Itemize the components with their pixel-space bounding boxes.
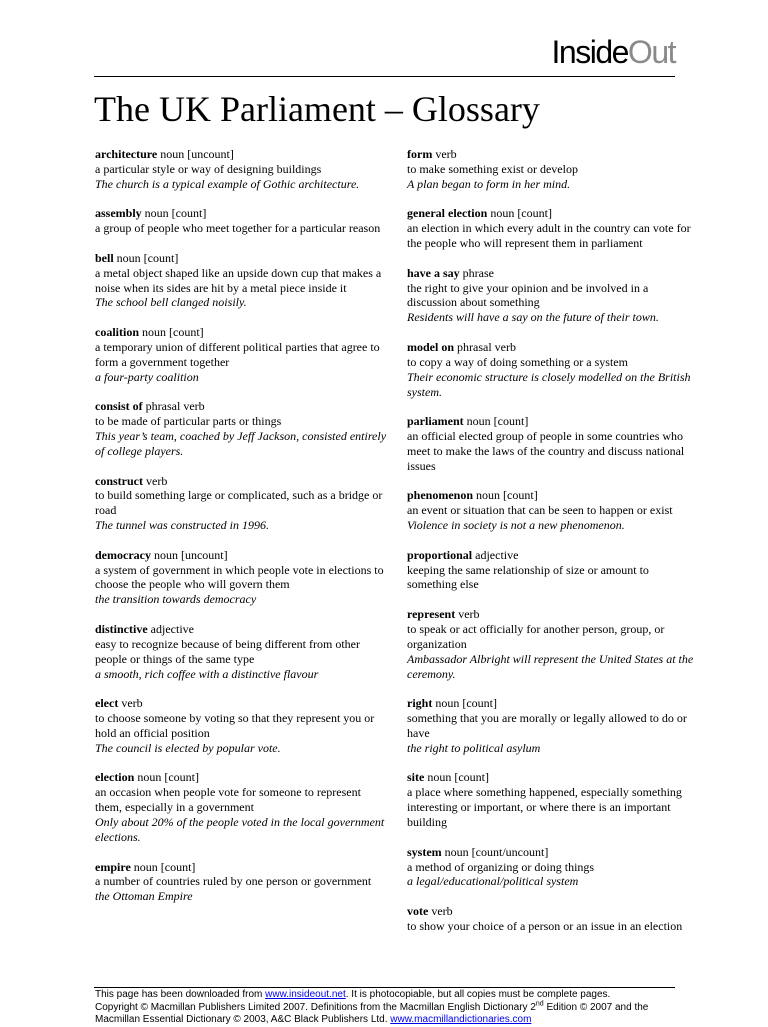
headword: vote (407, 904, 429, 919)
entry-heading (407, 488, 697, 503)
entry-heading (407, 770, 697, 785)
part-of-speech: noun [uncount] (160, 147, 234, 161)
definition: easy to recognize because of being different from other people or things of the same type (95, 636, 360, 666)
footer-superscript: nd (535, 1000, 544, 1008)
part-of-speech: phrase (462, 265, 494, 280)
footer-text: Copyright © Macmillan Publishers Limited 2007. Definitions from the Macmillan English Dictionary 2 (95, 1001, 536, 1013)
definition: to make something exist or develop (407, 161, 578, 176)
part-of-speech: noun [count] (116, 250, 179, 265)
part-of-speech: noun [count] (144, 206, 207, 221)
entry-heading (95, 622, 390, 637)
part-of-speech: verb (431, 904, 453, 919)
entry-heading (407, 340, 697, 355)
footer (95, 989, 685, 1027)
definition: to copy a way of doing something or a system (407, 354, 628, 369)
example-sentence: Violence in society is not a new phenomenon. (407, 518, 625, 533)
footer-line-3 (95, 1014, 685, 1027)
definition: to choose someone by voting so that they represent you or hold an official position (95, 711, 375, 740)
footer-text: This page has been downloaded from (95, 989, 266, 1000)
definition: a place where something happened, especially something interesting or important, or where there is an important building (407, 785, 682, 829)
entry-heading (95, 860, 390, 875)
headword: have a say (407, 265, 460, 280)
brand-logo-part2: Out (627, 34, 675, 70)
definition: the right to give your opinion and be involved in a discussion about something (407, 280, 649, 310)
example-sentence: Their economic structure is closely modelled on the British system. (407, 369, 691, 399)
footer-text: . It is photocopiable, but all copies must be complete pages. (345, 989, 611, 1000)
part-of-speech: verb (435, 147, 457, 161)
part-of-speech: adjective (150, 622, 194, 636)
macmillan-dictionaries-link[interactable]: www.macmillandictionaries.com (390, 1014, 532, 1025)
glossary-entry (95, 147, 390, 192)
footer-line-1 (95, 989, 685, 1002)
part-of-speech: verb (458, 607, 480, 622)
definition: a group of people who meet together for a particular reason (95, 221, 381, 236)
entry-heading (407, 904, 697, 919)
entry-heading (407, 607, 697, 622)
headword: consist of (95, 399, 143, 414)
entry-heading (95, 251, 390, 266)
glossary-entry (95, 251, 390, 310)
footer-line-2 (95, 1002, 685, 1015)
example-sentence: The church is a typical example of Gothic architecture. (95, 176, 360, 191)
example-sentence: Residents will have a say on the future of their town. (407, 310, 659, 325)
definition: a particular style or way of designing buildings (95, 161, 322, 176)
part-of-speech: noun [count/uncount] (444, 844, 549, 859)
glossary-entry (95, 206, 390, 236)
definition: a temporary union of different political parties that agree to form a government together (95, 339, 380, 369)
headword: represent (407, 607, 456, 622)
example-sentence: A plan began to form in her mind. (407, 176, 571, 191)
definition: an election in which every adult in the country can vote for the people who will represent them in parliament (407, 221, 691, 251)
glossary-entry (95, 548, 390, 607)
definition: a number of countries ruled by one person or government (95, 874, 372, 889)
glossary-entry (95, 860, 390, 905)
headword: general election (407, 206, 488, 221)
glossary-entry (407, 904, 697, 934)
example-sentence: a four-party coalition (95, 369, 199, 384)
part-of-speech: adjective (475, 547, 519, 562)
part-of-speech: noun [count] (133, 859, 196, 874)
glossary-entry (95, 622, 390, 681)
part-of-speech: verb (121, 696, 143, 711)
page-title: The UK Parliament – Glossary (94, 89, 540, 129)
example-sentence: Only about 20% of the people voted in the local government elections. (95, 814, 385, 844)
glossary-entry (407, 147, 697, 192)
example-sentence: a smooth, rich coffee with a distinctive flavour (95, 666, 319, 681)
glossary-entry (407, 414, 697, 473)
part-of-speech: phrasal verb (145, 399, 205, 414)
definition: an official elected group of people in some countries who meet to make the laws of the country and discuss national issues (407, 429, 685, 473)
glossary-entry (407, 845, 697, 890)
headword: construct (95, 473, 143, 488)
entry-heading (95, 399, 390, 414)
part-of-speech: noun [count] (142, 325, 204, 340)
headword: coalition (95, 325, 139, 340)
definition: to build something large or complicated, such as a bridge or road (95, 488, 383, 518)
glossary-entry (407, 607, 697, 681)
glossary-entry (407, 488, 697, 533)
headword: model on (407, 339, 455, 354)
entry-heading (95, 206, 390, 221)
header-divider (94, 76, 675, 77)
glossary-entry (95, 474, 390, 533)
definition: to speak or act officially for another person, group, or organization (407, 622, 665, 651)
entry-heading (95, 770, 390, 785)
headword: phenomenon (407, 488, 474, 503)
headword: assembly (95, 206, 142, 221)
headword: empire (95, 859, 131, 874)
example-sentence: The tunnel was constructed in 1996. (95, 518, 269, 533)
headword: election (95, 770, 135, 785)
example-sentence: The school bell clanged noisily. (95, 295, 247, 310)
headword: right (407, 696, 433, 711)
example-sentence: the transition towards democracy (95, 592, 257, 607)
glossary-column-right (407, 147, 697, 949)
definition: to be made of particular parts or things (95, 414, 282, 429)
headword: distinctive (95, 622, 148, 636)
entry-heading (407, 548, 697, 563)
headword: architecture (95, 147, 158, 161)
insideout-link[interactable]: www.insideout.net (265, 989, 346, 1000)
footer-divider (94, 987, 675, 988)
part-of-speech: noun [count] (427, 770, 489, 785)
definition: to show your choice of a person or an issue in an election (407, 918, 683, 933)
glossary-column-left (95, 147, 390, 919)
example-sentence: the right to political asylum (407, 740, 541, 755)
example-sentence: a legal/educational/political system (407, 874, 579, 889)
part-of-speech: noun [count] (490, 206, 552, 221)
part-of-speech: noun [count] (435, 696, 497, 711)
glossary-entry (407, 770, 697, 829)
footer-text: Macmillan Essential Dictionary © 2003, A&C Black Publishers Ltd. (95, 1014, 391, 1025)
headword: site (407, 770, 425, 785)
part-of-speech: verb (146, 473, 168, 488)
headword: democracy (95, 547, 151, 562)
example-sentence: The council is elected by popular vote. (95, 740, 281, 755)
example-sentence: This year’s team, coached by Jeff Jackson, consisted entirely of college players. (95, 429, 387, 458)
definition: something that you are morally or legally allowed to do or have (407, 711, 687, 740)
headword: proportional (407, 547, 473, 562)
entry-heading (95, 325, 390, 340)
glossary-entry (407, 548, 697, 593)
definition: a method of organizing or doing things (407, 859, 595, 874)
entry-heading (95, 696, 390, 711)
entry-heading (95, 548, 390, 563)
headword: parliament (407, 414, 464, 429)
entry-heading (407, 414, 697, 429)
footer-text: Edition © 2007 and the (543, 1001, 649, 1013)
entry-heading (95, 147, 390, 162)
glossary-entry (407, 206, 697, 251)
definition: an occasion when people vote for someone to represent them, especially in a government (95, 785, 361, 815)
entry-heading (407, 206, 697, 221)
example-sentence: Ambassador Albright will represent the United States at the ceremony. (407, 651, 694, 681)
entry-heading (407, 266, 697, 281)
definition: keeping the same relationship of size or amount to something else (407, 562, 649, 592)
glossary-entry (95, 770, 390, 844)
definition: an event or situation that can be seen to happen or exist (407, 503, 673, 518)
glossary-entry (95, 399, 390, 458)
glossary-entry (407, 340, 697, 399)
entry-heading (407, 696, 697, 711)
headword: form (407, 147, 433, 161)
part-of-speech: phrasal verb (457, 339, 516, 354)
brand-logo-part1: Inside (551, 34, 628, 70)
definition: a system of government in which people vote in elections to choose the people who will govern them (95, 562, 384, 592)
entry-heading (407, 147, 697, 162)
headword: bell (95, 250, 114, 265)
part-of-speech: noun [uncount] (153, 547, 228, 562)
glossary-entry (407, 696, 697, 755)
entry-heading (95, 474, 390, 489)
part-of-speech: noun [count] (476, 488, 538, 503)
entry-heading (407, 845, 697, 860)
part-of-speech: noun [count] (466, 414, 529, 429)
headword: system (407, 844, 442, 859)
brand-logo (552, 36, 675, 68)
glossary-entry (95, 325, 390, 384)
headword: elect (95, 696, 119, 711)
glossary-entry (95, 696, 390, 755)
glossary-entry (407, 266, 697, 325)
part-of-speech: noun [count] (137, 770, 199, 785)
definition: a metal object shaped like an upside down cup that makes a noise when its sides are hit by a metal piece inside it (95, 265, 382, 295)
example-sentence: the Ottoman Empire (95, 889, 193, 904)
